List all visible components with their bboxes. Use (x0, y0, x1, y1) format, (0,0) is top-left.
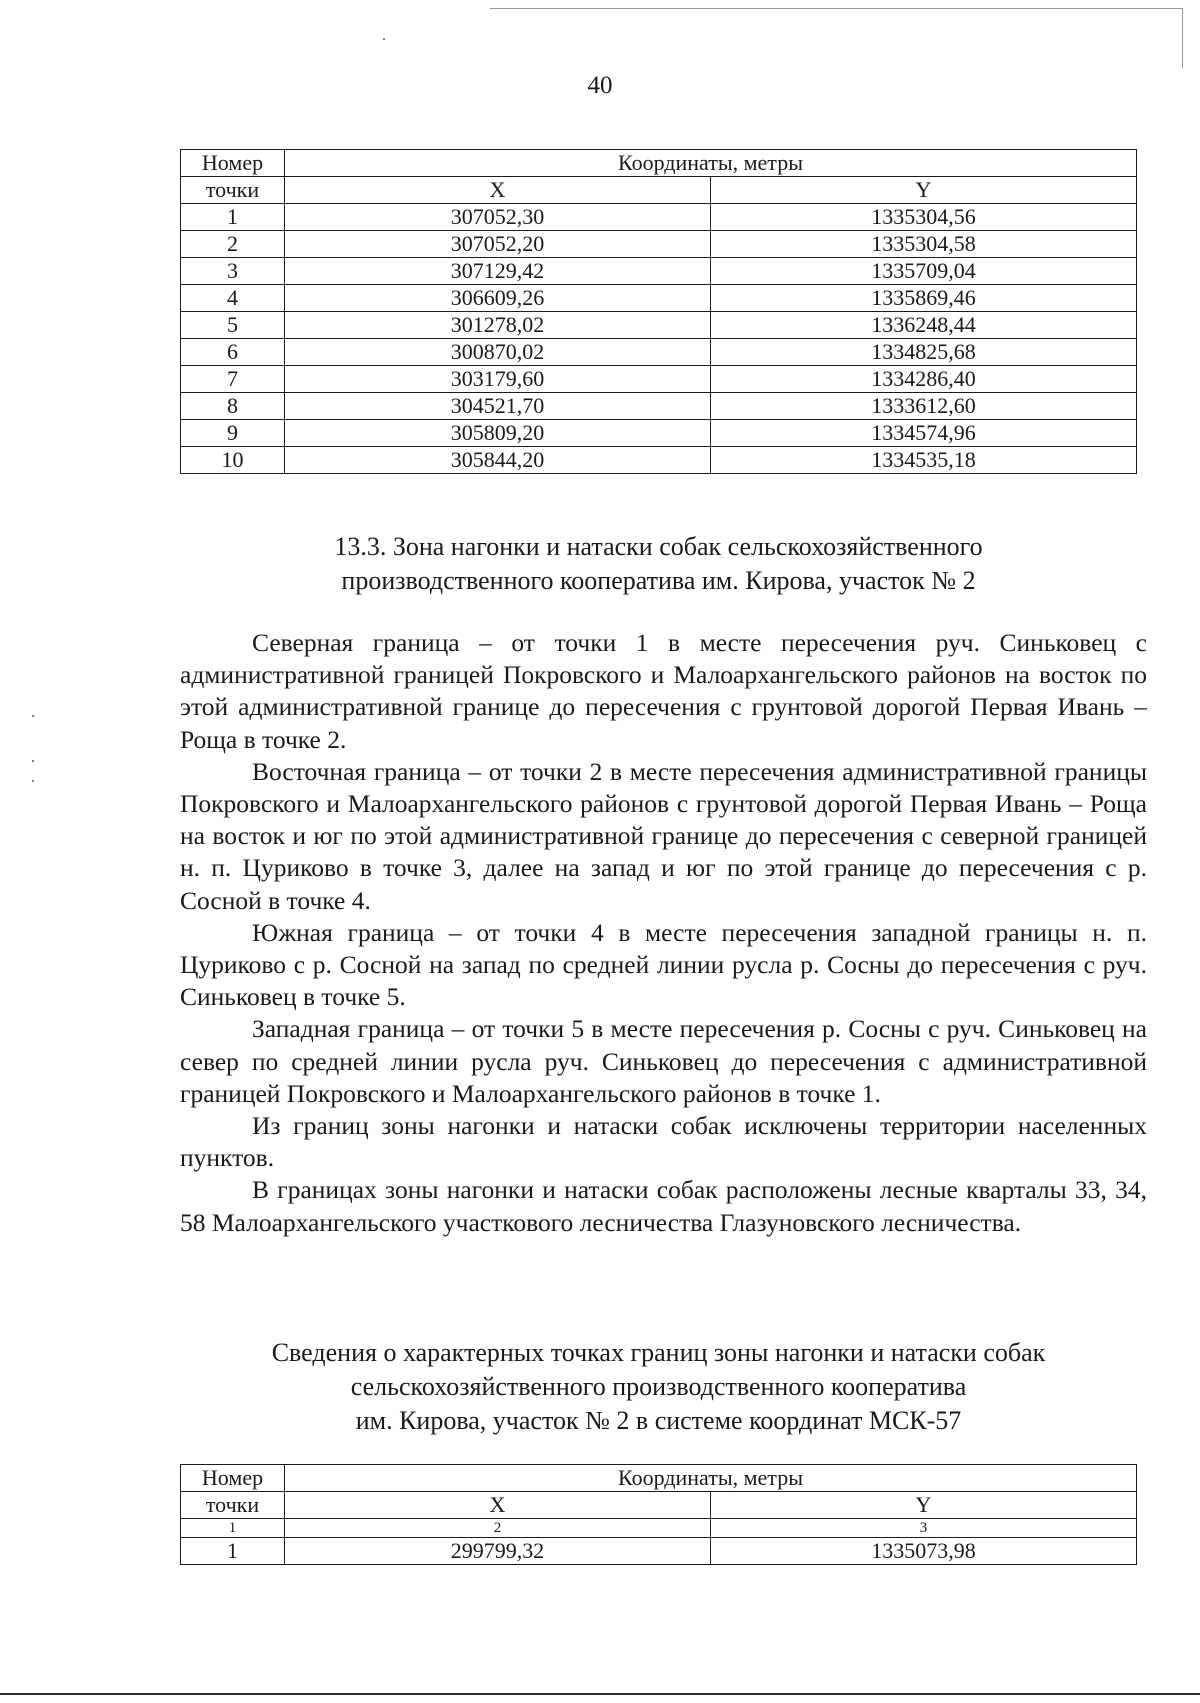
coordinates-table-1 (180, 149, 1137, 474)
point-number: 9 (181, 420, 285, 447)
point-y: 1334574,96 (711, 420, 1137, 447)
point-x: 307052,30 (285, 204, 711, 231)
scan-speck (32, 780, 34, 782)
scan-speck (32, 715, 34, 717)
header-coords: Координаты, метры (285, 150, 1137, 177)
point-y: 1335709,04 (711, 258, 1137, 285)
point-number: 8 (181, 393, 285, 420)
table-row (181, 366, 1137, 393)
point-number: 6 (181, 339, 285, 366)
column-index: 3 (711, 1519, 1137, 1538)
table-row (181, 447, 1137, 474)
point-x: 301278,02 (285, 312, 711, 339)
paragraph-forest-quarters: В границах зоны нагонки и натаски собак расположены лесные кварталы 33, 34, 58 Малоархангельского участкового лесничества Глазуновского лесничества. (180, 1175, 1147, 1237)
point-number: 4 (181, 285, 285, 312)
point-y: 1334535,18 (711, 447, 1137, 474)
table-row (181, 312, 1137, 339)
table-row (181, 339, 1137, 366)
point-y: 1334286,40 (711, 366, 1137, 393)
section-heading (180, 530, 1137, 598)
header-number-line1: Номер (181, 150, 285, 177)
info-heading-line3: им. Кирова, участок № 2 в системе координат МСК-57 (355, 1406, 962, 1435)
point-y: 1335073,98 (711, 1538, 1137, 1565)
point-x: 299799,32 (285, 1538, 711, 1565)
point-number: 7 (181, 366, 285, 393)
point-x: 304521,70 (285, 393, 711, 420)
point-number: 1 (181, 204, 285, 231)
point-number: 3 (181, 258, 285, 285)
header-x: X (285, 177, 711, 204)
table-row (181, 231, 1137, 258)
scan-edge-right (1182, 8, 1183, 68)
point-x: 300870,02 (285, 339, 711, 366)
column-index: 1 (181, 1519, 285, 1538)
section-heading-line2: производственного кооператива им. Кирова, участок № 2 (341, 566, 976, 595)
boundary-description (180, 627, 1147, 1239)
header-coords: Координаты, метры (285, 1465, 1137, 1492)
point-y: 1335304,56 (711, 204, 1137, 231)
point-y: 1334825,68 (711, 339, 1137, 366)
point-number: 2 (181, 231, 285, 258)
point-x: 303179,60 (285, 366, 711, 393)
point-y: 1335869,46 (711, 285, 1137, 312)
info-heading (180, 1336, 1137, 1438)
point-number: 10 (181, 447, 285, 474)
info-heading-line1: Сведения о характерных точках границ зоны нагонки и натаски собак (271, 1338, 1046, 1367)
paragraph-south-boundary: Южная граница – от точки 4 в месте пересечения западной границы н. п. Цуриково с р. Сосной на запад по средней линии русла р. Сосны до пересечения с руч. Синьковец в точке 5. (180, 917, 1147, 1012)
header-y: Y (711, 1492, 1137, 1519)
point-y: 1335304,58 (711, 231, 1137, 258)
point-y: 1333612,60 (711, 393, 1137, 420)
header-number-line2: точки (181, 1492, 285, 1519)
paragraph-east-boundary: Восточная граница – от точки 2 в месте пересечения административной границы Покровского и Малоархангельского районов с грунтовой дорогой Первая Ивань – Роща на восток и юг по этой административной границе до пересечения с северной границей н. п. Цуриково в точке 3, далее на запад и юг по этой границе до пересечения с р. Сосной в точке 4. (180, 756, 1147, 915)
table-row (181, 420, 1137, 447)
scan-speck (383, 38, 385, 40)
page-number: 40 (587, 72, 613, 99)
header-number-line2: точки (181, 177, 285, 204)
scan-edge-bottom (0, 1693, 1200, 1695)
point-number: 5 (181, 312, 285, 339)
scan-speck (32, 760, 34, 762)
table-row (181, 1538, 1137, 1565)
point-x: 307129,42 (285, 258, 711, 285)
section-heading-line1: 13.3. Зона нагонки и натаски собак сельскохозяйственного (334, 532, 983, 561)
header-number-line1: Номер (181, 1465, 285, 1492)
point-x: 305809,20 (285, 420, 711, 447)
column-index: 2 (285, 1519, 711, 1538)
info-heading-line2: сельскохозяйственного производственного кооператива (350, 1372, 967, 1401)
point-x: 306609,26 (285, 285, 711, 312)
column-index-row (181, 1519, 1137, 1538)
table-row (181, 393, 1137, 420)
table-row (181, 258, 1137, 285)
paragraph-exclusions: Из границ зоны нагонки и натаски собак исключены территории населенных пунктов. (180, 1111, 1147, 1173)
table-row (181, 285, 1137, 312)
point-x: 307052,20 (285, 231, 711, 258)
paragraph-west-boundary: Западная граница – от точки 5 в месте пересечения р. Сосны с руч. Синьковец на север по средней линии русла руч. Синьковец до пересечения с административной границей Покровского и Малоархангельского районов в точке 1. (180, 1014, 1147, 1108)
table-row (181, 204, 1137, 231)
header-y: Y (711, 177, 1137, 204)
point-y: 1336248,44 (711, 312, 1137, 339)
point-number: 1 (181, 1538, 285, 1565)
paragraph-north-boundary: Северная граница – от точки 1 в месте пересечения руч. Синьковец с административной границей Покровского и Малоархангельского районов на восток по этой административной границе до пересечения с грунтовой дорогой Первая Ивань – Роща в точке 2. (180, 628, 1147, 754)
scan-edge-top (490, 8, 1182, 9)
coordinates-table-2 (180, 1464, 1137, 1565)
point-x: 305844,20 (285, 447, 711, 474)
header-x: X (285, 1492, 711, 1519)
